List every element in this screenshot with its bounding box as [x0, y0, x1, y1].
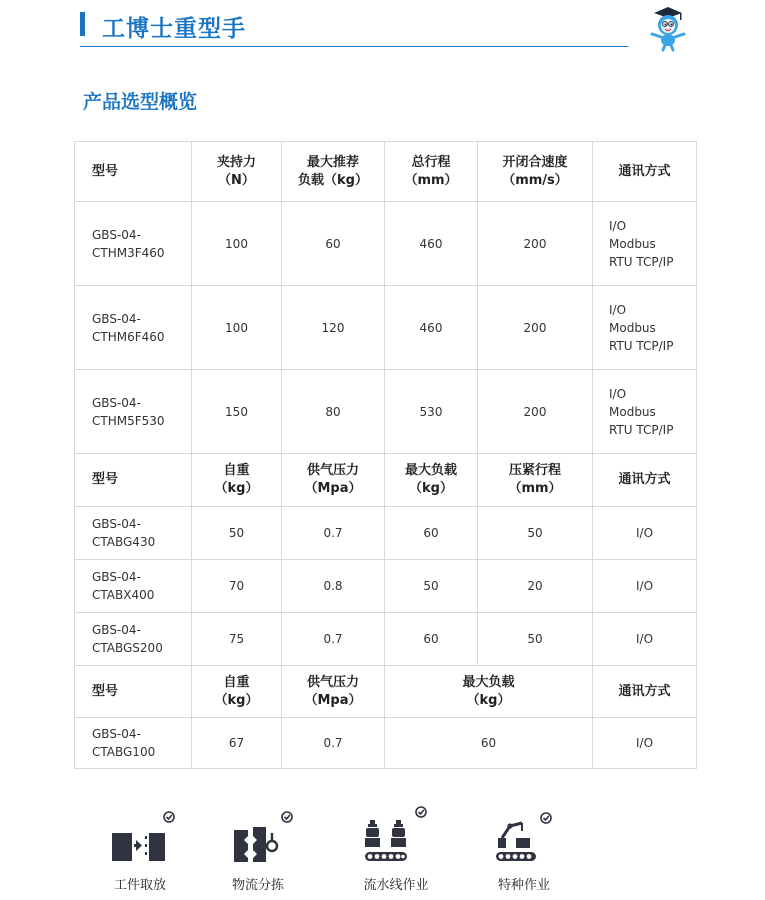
cell-protocol: I/O: [593, 718, 697, 769]
cell-value: 100: [192, 202, 282, 286]
cell-value: 80: [282, 370, 385, 454]
header-cell-weight: 自重 （kg）: [192, 454, 282, 507]
cell-value: 0.7: [282, 613, 385, 666]
header-divider: [80, 46, 628, 47]
cell-value: 460: [385, 286, 478, 370]
cell-value: 460: [385, 202, 478, 286]
cell-model: GBS-04- CTABX400: [75, 560, 192, 613]
cell-model: GBS-04- CTHM6F460: [75, 286, 192, 370]
table-row: [75, 286, 697, 370]
cell-value: 50: [192, 507, 282, 560]
header-cell-protocol: 通讯方式: [593, 142, 697, 202]
cell-protocol: I/O Modbus RTU TCP/IP: [593, 370, 697, 454]
table-row: [75, 202, 697, 286]
workpiece-pick-place-icon: [100, 800, 180, 870]
cell-protocol: I/O: [593, 560, 697, 613]
table-header-row: [75, 454, 697, 507]
header-cell-max-load: 最大负载 （kg）: [385, 666, 593, 718]
table-row: [75, 613, 697, 666]
table-header-row: [75, 666, 697, 718]
cell-protocol: I/O: [593, 613, 697, 666]
header-cell-total-stroke: 总行程 （mm）: [385, 142, 478, 202]
header-cell-model: 型号: [75, 666, 192, 718]
assembly-line-icon: [356, 800, 436, 870]
cell-protocol: I/O Modbus RTU TCP/IP: [593, 286, 697, 370]
cell-value: 0.7: [282, 507, 385, 560]
page-title: 工博士重型手: [102, 16, 246, 42]
cell-value: 50: [385, 560, 478, 613]
page-header: [80, 8, 628, 48]
cell-model: GBS-04- CTHM3F460: [75, 202, 192, 286]
application-item: [218, 800, 298, 900]
cell-value: 120: [282, 286, 385, 370]
logistics-sorting-icon: [218, 800, 298, 870]
cell-value: 50: [478, 507, 593, 560]
header-cell-clamp-force: 夹持力 （N）: [192, 142, 282, 202]
cell-value: 70: [192, 560, 282, 613]
header-cell-air-pressure: 供气压力 （Mpa）: [282, 454, 385, 507]
cell-value: 100: [192, 286, 282, 370]
cell-value: 200: [478, 370, 593, 454]
header-cell-weight: 自重 （kg）: [192, 666, 282, 718]
product-spec-table: [74, 141, 697, 769]
cell-model: GBS-04- CTABG430: [75, 507, 192, 560]
header-accent-bar: [80, 12, 85, 36]
cell-value: 150: [192, 370, 282, 454]
special-operation-icon: [484, 800, 564, 870]
header-cell-max-load: 最大推荐 负载（kg）: [282, 142, 385, 202]
cell-value: 60: [385, 507, 478, 560]
application-label: 特种作业: [497, 878, 550, 893]
cell-value: 20: [478, 560, 593, 613]
application-label: 物流分拣: [231, 878, 284, 893]
cell-value: 0.8: [282, 560, 385, 613]
header-cell-model: 型号: [75, 454, 192, 507]
application-label: 工件取放: [113, 878, 166, 893]
cell-protocol: I/O Modbus RTU TCP/IP: [593, 202, 697, 286]
table-row: [75, 718, 697, 769]
table-row: [75, 560, 697, 613]
table-header-row: [75, 142, 697, 202]
cell-value: 50: [478, 613, 593, 666]
header-cell-clamp-stroke: 压紧行程 （mm）: [478, 454, 593, 507]
cell-value: 200: [478, 286, 593, 370]
cell-protocol: I/O: [593, 507, 697, 560]
header-cell-protocol: 通讯方式: [593, 666, 697, 718]
header-cell-speed: 开闭合速度 （mm/s）: [478, 142, 593, 202]
application-item: [484, 800, 564, 900]
cell-value: 60: [385, 613, 478, 666]
mascot-logo-icon: [646, 6, 690, 50]
cell-value: 60: [282, 202, 385, 286]
header-cell-air-pressure: 供气压力 （Mpa）: [282, 666, 385, 718]
application-label: 流水线作业: [363, 878, 429, 893]
cell-model: GBS-04- CTHM5F530: [75, 370, 192, 454]
application-scenarios: [100, 800, 580, 900]
cell-model: GBS-04- CTABG100: [75, 718, 192, 769]
header-cell-protocol: 通讯方式: [593, 454, 697, 507]
table-row: [75, 507, 697, 560]
table-row: [75, 370, 697, 454]
cell-model: GBS-04- CTABGS200: [75, 613, 192, 666]
section-title: 产品选型概览: [83, 91, 198, 113]
cell-value: 75: [192, 613, 282, 666]
cell-value: 200: [478, 202, 593, 286]
cell-value: 60: [385, 718, 593, 769]
header-cell-max-load: 最大负载 （kg）: [385, 454, 478, 507]
cell-value: 0.7: [282, 718, 385, 769]
cell-value: 530: [385, 370, 478, 454]
application-item: [100, 800, 180, 900]
cell-value: 67: [192, 718, 282, 769]
header-cell-model: 型号: [75, 142, 192, 202]
application-item: [356, 800, 436, 900]
